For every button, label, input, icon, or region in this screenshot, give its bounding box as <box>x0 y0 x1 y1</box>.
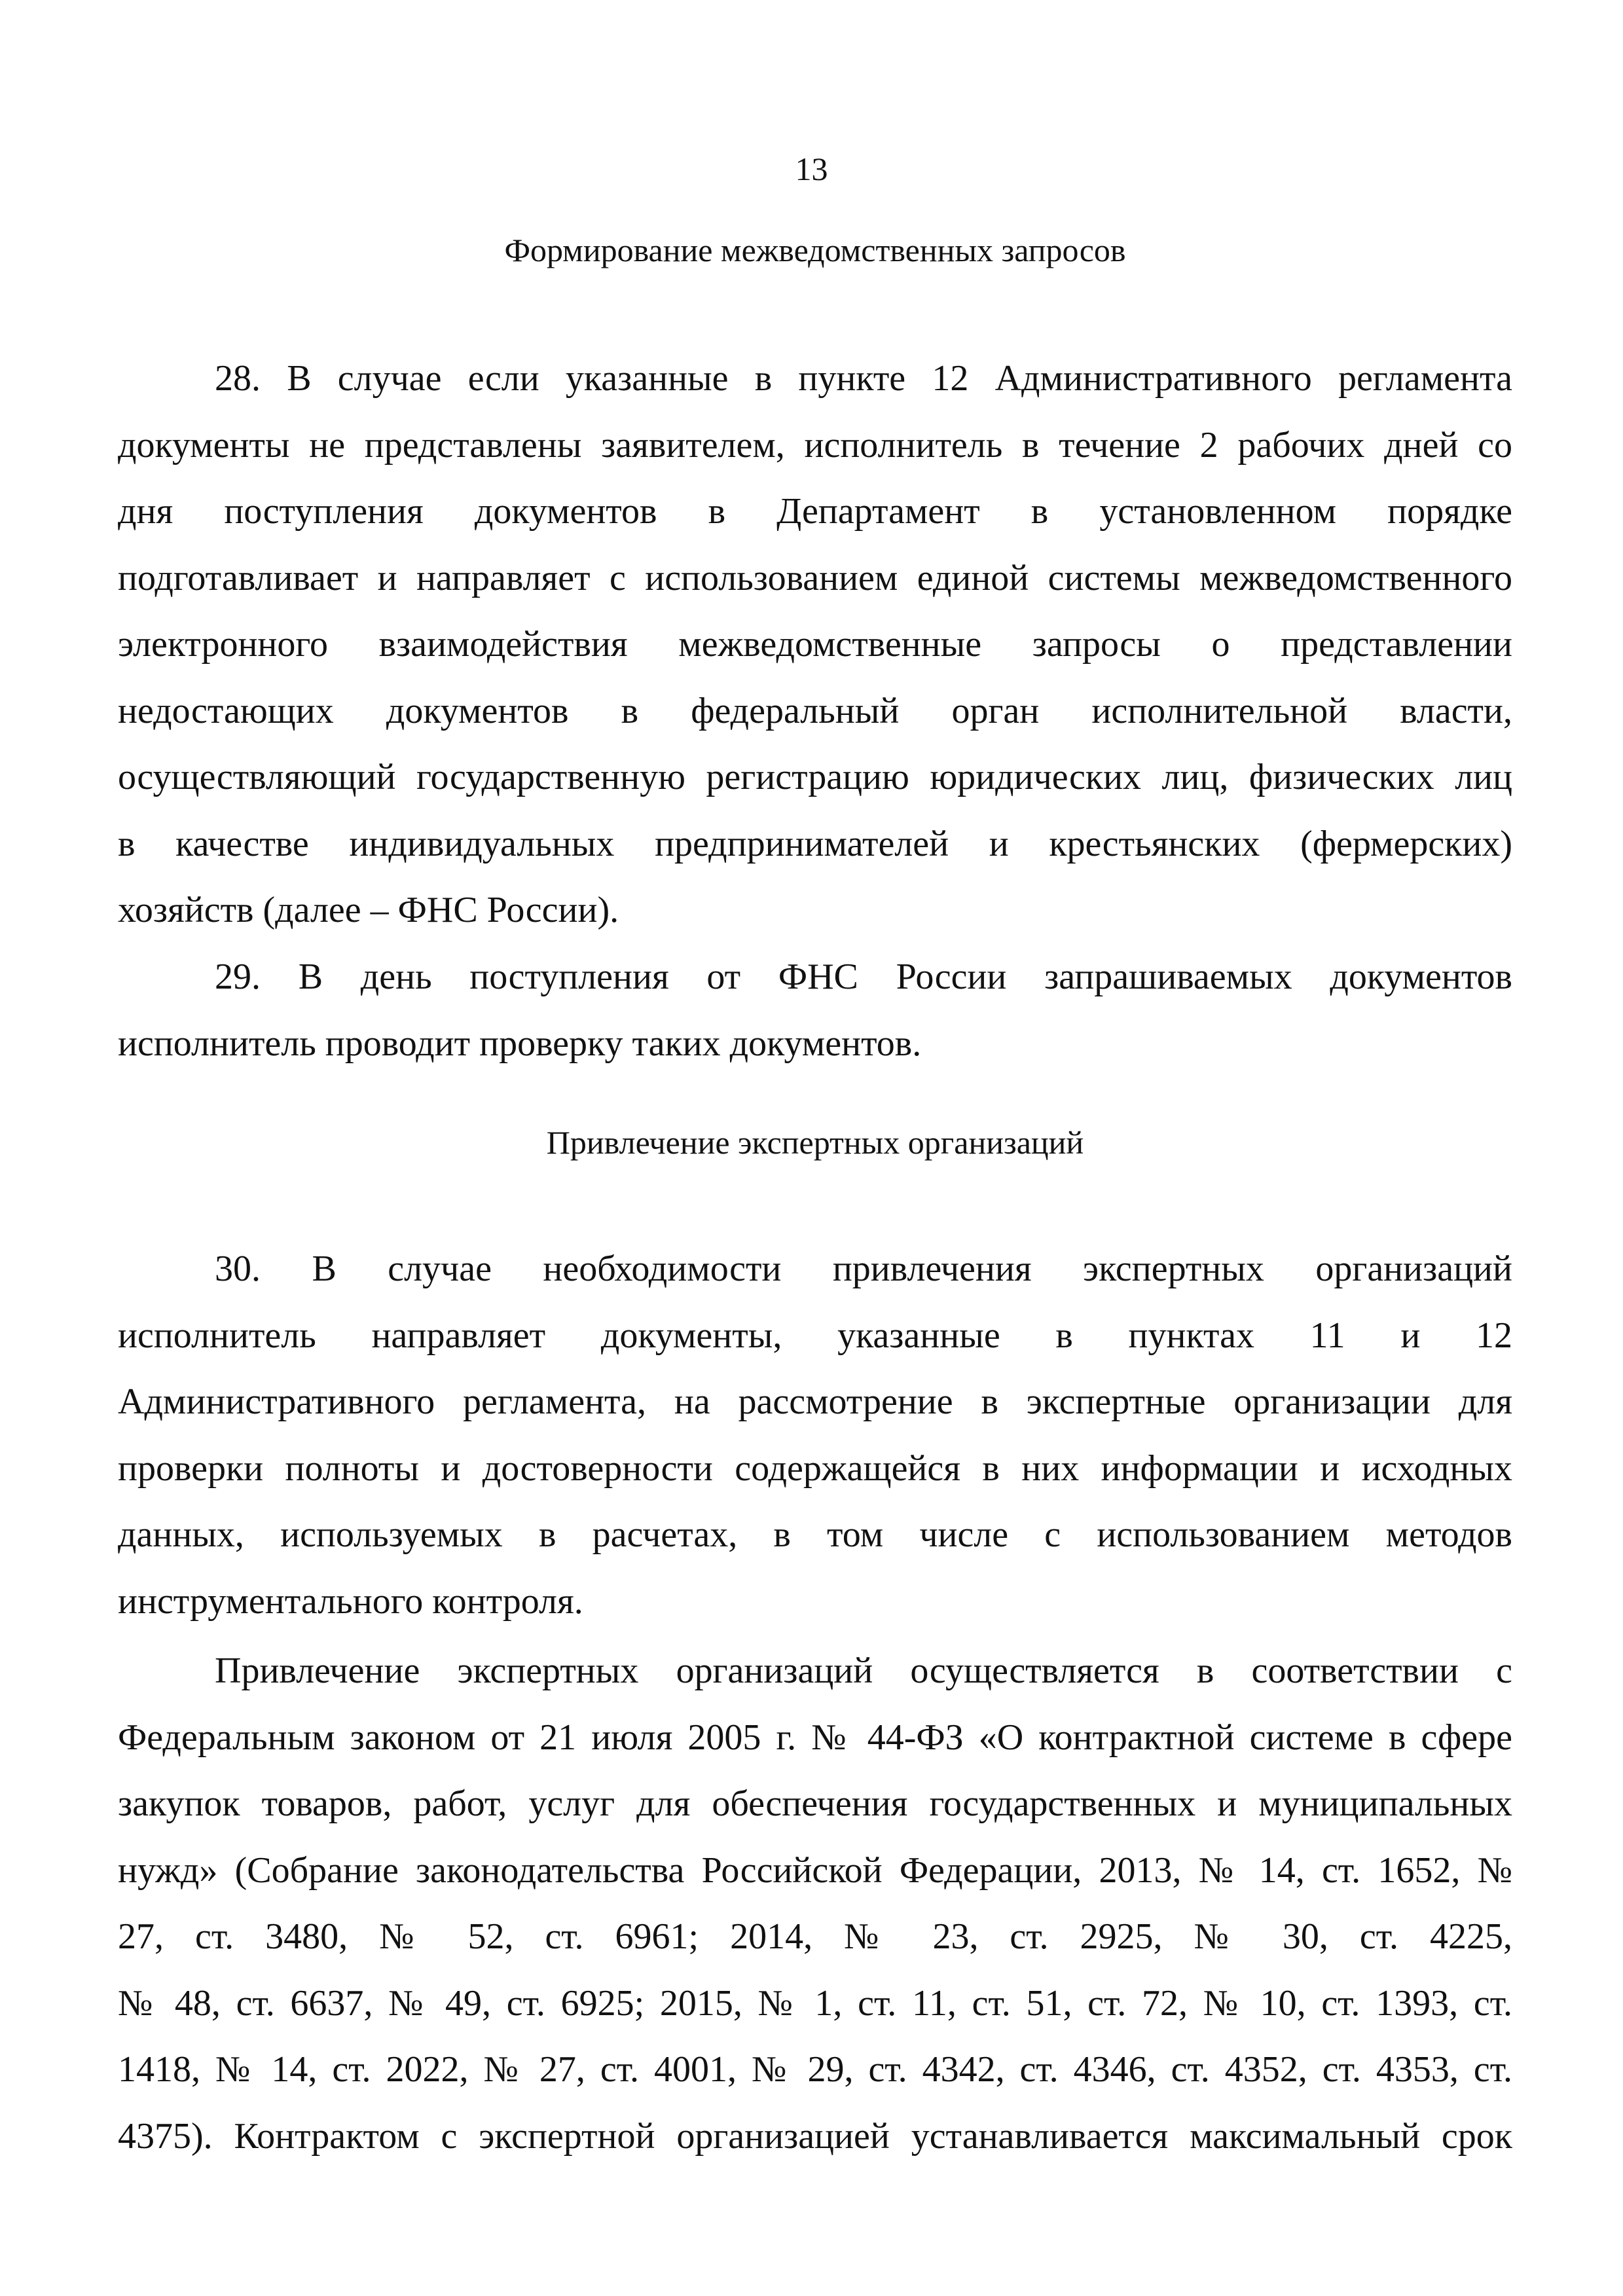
text-line: 4375). Контрактом с экспертной организацией устанавливается максимальный срок <box>118 2115 1512 2157</box>
section-heading-interagency-requests: Формирование межведомственных запросов <box>504 232 1126 268</box>
text-line: Административного регламента, на рассмотрение в экспертные организации для <box>118 1381 1512 1422</box>
text-line: № 48, ст. 6637, № 49, ст. 6925; 2015, № 1, ст. 11, ст. 51, ст. 72, № 10, ст. 1393, ст. <box>118 1982 1512 2024</box>
text-line: исполнитель проводит проверку таких документов. <box>118 1023 922 1064</box>
text-line: Федеральным законом от 21 июля 2005 г. № 44-ФЗ «О контрактной системе в сфере <box>118 1717 1512 1758</box>
section-heading-expert-organizations: Привлечение экспертных организаций <box>546 1124 1084 1161</box>
text-line: 30. В случае необходимости привлечения экспертных организаций <box>215 1248 1512 1289</box>
text-line: 28. В случае если указанные в пункте 12 Административного регламента <box>215 358 1512 399</box>
paragraph-30 <box>118 1236 1512 1635</box>
text-line: 27, ст. 3480, № 52, ст. 6961; 2014, № 23, ст. 2925, № 30, ст. 4225, <box>118 1916 1512 1957</box>
text-line: документы не представлены заявителем, исполнитель в течение 2 рабочих дней со <box>118 424 1512 465</box>
text-line: Привлечение экспертных организаций осуществляется в соответствии с <box>215 1650 1512 1691</box>
text-line: в качестве индивидуальных предпринимателей и крестьянских (фермерских) <box>118 823 1512 864</box>
text-line: инструментального контроля. <box>118 1580 583 1622</box>
text-line: электронного взаимодействия межведомственные запросы о представлении <box>118 624 1512 665</box>
text-line: исполнитель направляет документы, указанные в пунктах 11 и 12 <box>118 1315 1512 1356</box>
page-number: 13 <box>795 151 828 187</box>
text-line: нужд» (Собрание законодательства Российской Федерации, 2013, № 14, ст. 1652, № <box>118 1850 1512 1891</box>
text-line: закупок товаров, работ, услуг для обеспечения государственных и муниципальных <box>118 1783 1512 1824</box>
paragraph-28 <box>118 346 1512 944</box>
text-line: проверки полноты и достоверности содержащейся в них информации и исходных <box>118 1448 1512 1489</box>
text-line: данных, используемых в расчетах, в том числе с использованием методов <box>118 1514 1512 1555</box>
text-line: хозяйств (далее – ФНС России). <box>118 890 619 930</box>
text-line: недостающих документов в федеральный орган исполнительной власти, <box>118 690 1512 731</box>
text-line: 29. В день поступления от ФНС России запрашиваемых документов <box>215 957 1512 997</box>
text-line: дня поступления документов в Департамент в установленном порядке <box>118 491 1512 532</box>
paragraph-29 <box>118 944 1512 1077</box>
text-line: осуществляющий государственную регистрацию юридических лиц, физических лиц <box>118 757 1512 797</box>
paragraph-expert-procurement <box>118 1638 1512 2170</box>
text-line: подготавливает и направляет с использованием единой системы межведомственного <box>118 557 1512 598</box>
text-line: 1418, № 14, ст. 2022, № 27, ст. 4001, № 29, ст. 4342, ст. 4346, ст. 4352, ст. 4353, ст. <box>118 2049 1512 2090</box>
